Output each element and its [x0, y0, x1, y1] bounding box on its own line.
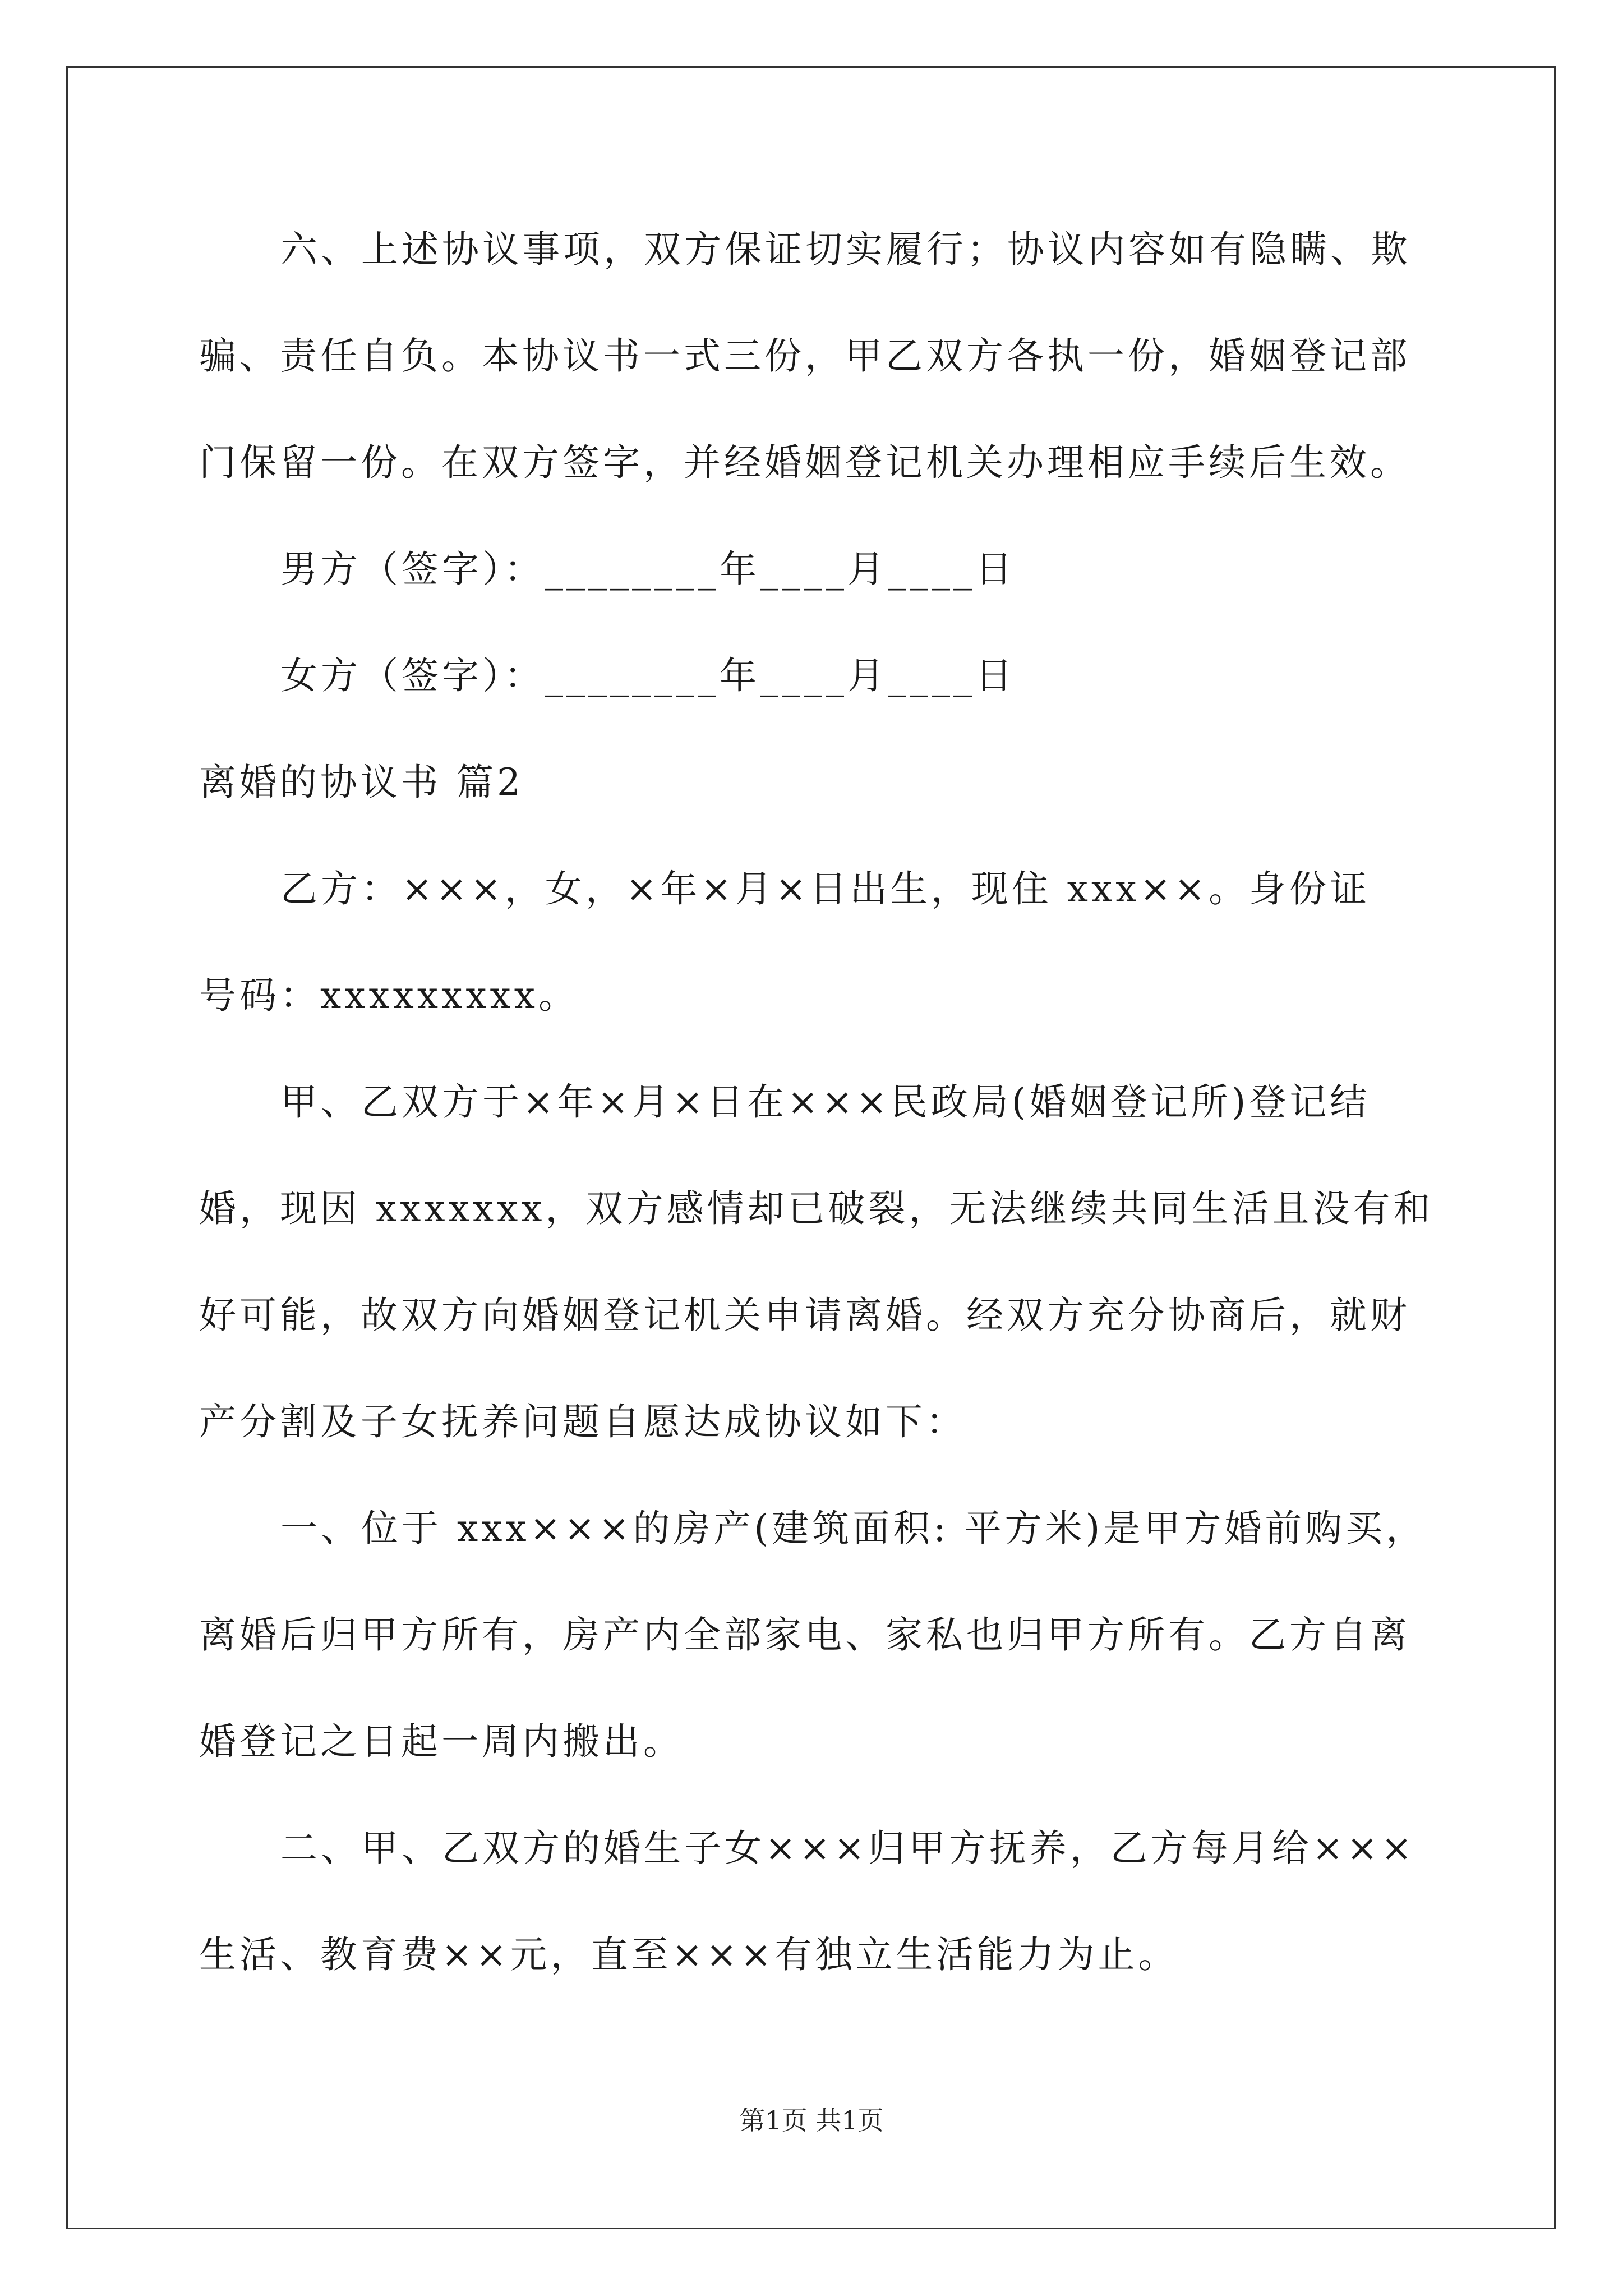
paragraph-line: 门保留一份。在双方签字，并经婚姻登记机关办理相应手续后生效。: [199, 441, 1410, 484]
signature-line-female: 女方（签字）：________年____月____日: [280, 654, 1016, 697]
paragraph-line: 生活、教育费××元，直至×××有独立生活能力为止。: [199, 1933, 1179, 1976]
paragraph-line: 产分割及子女抚养问题自愿达成协议如下：: [199, 1400, 966, 1443]
paragraph-line: 婚登记之日起一周内搬出。: [199, 1720, 684, 1763]
paragraph-line: 一、位于 xxx×××的房产(建筑面积: 平方米)是甲方婚前购买，: [280, 1507, 1427, 1550]
page-border: [66, 66, 1556, 2229]
paragraph-line: 二、甲、乙双方的婚生子女×××归甲方抚养，乙方每月给×××: [280, 1826, 1415, 1870]
paragraph-line: 号码：xxxxxxxxx。: [199, 974, 579, 1017]
paragraph-line: 好可能，故双方向婚姻登记机关申请离婚。经双方充分协商后，就财: [199, 1294, 1410, 1337]
paragraph-line: 甲、乙双方于×年×月×日在×××民政局(婚姻登记所)登记结: [280, 1080, 1371, 1124]
paragraph-line: 六、上述协议事项，双方保证切实履行；协议内容如有隐瞒、欺: [280, 228, 1411, 271]
page-number-footer: 第1页 共1页: [739, 2105, 884, 2136]
section-heading: 离婚的协议书 篇2: [199, 761, 524, 804]
paragraph-line: 乙方：×××，女，×年×月×日出生，现住 xxx××。身份证: [280, 867, 1371, 910]
paragraph-line: 离婚后归甲方所有，房产内全部家电、家私也归甲方所有。乙方自离: [199, 1613, 1410, 1657]
paragraph-line: 骗、责任自负。本协议书一式三份，甲乙双方各执一份，婚姻登记部: [199, 334, 1410, 378]
signature-line-male: 男方（签字）：________年____月____日: [280, 547, 1016, 591]
paragraph-line: 婚，现因 xxxxxxx，双方感情却已破裂，无法继续共同生活且没有和: [199, 1187, 1434, 1230]
